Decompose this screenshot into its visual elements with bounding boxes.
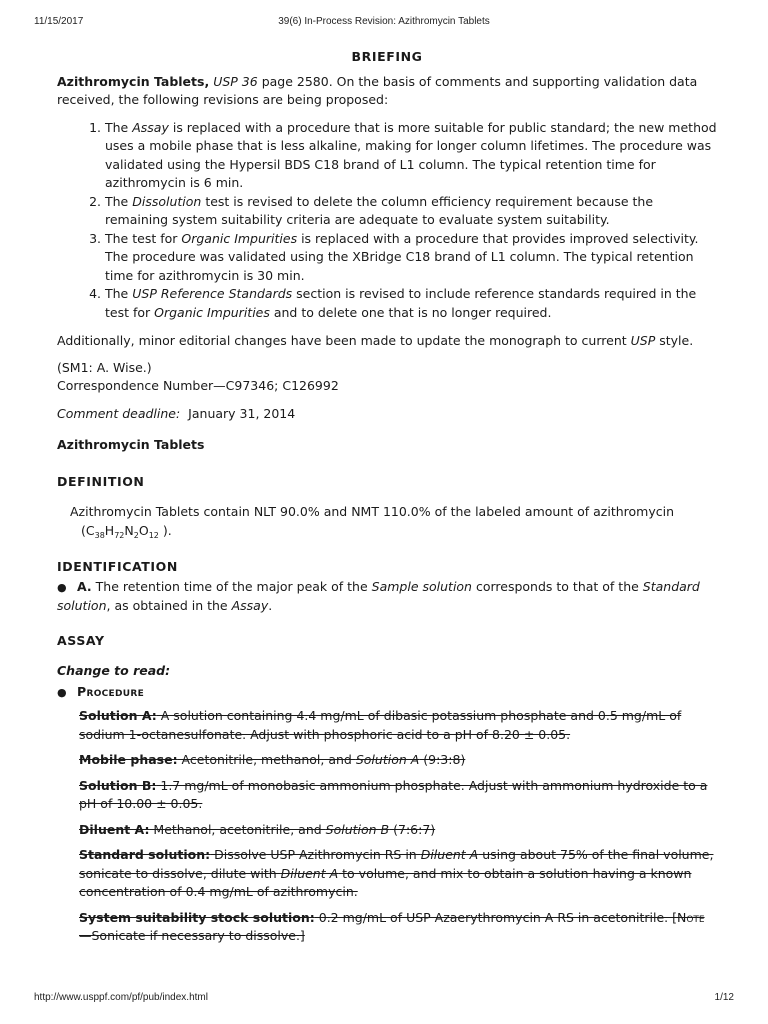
document-body: [57, 48, 717, 953]
item-text: (7:6:7): [389, 821, 436, 837]
note-text: Additionally, minor editorial changes have been made to update the monograph to current: [57, 333, 631, 348]
molecular-formula: [70, 523, 172, 538]
item-text: 1.7 mg/mL of monobasic ammonium phosphate. Adjust with ammonium hydroxide to a pH of 10.00 ± 0.05.: [79, 777, 708, 811]
header-title: 39(6) In-Process Revision: Azithromycin Tablets: [278, 16, 490, 27]
item-label: Diluent A:: [79, 821, 150, 837]
item-term: Diluent A: [420, 847, 479, 862]
item-text: and to delete one that is no longer required.: [269, 304, 552, 320]
assay-heading: ASSAY: [57, 632, 105, 648]
item-term: Dissolution: [132, 193, 202, 209]
change-to-read: Change to read:: [57, 663, 171, 678]
item-text: Methanol, acetonitrile, and: [149, 821, 326, 837]
diluent-a: [57, 821, 717, 840]
note-text: style.: [655, 333, 694, 348]
deadline-label: Comment deadline:: [57, 405, 181, 421]
definition-heading: DEFINITION: [57, 473, 145, 489]
item-text: The test for: [105, 230, 182, 246]
ident-term: Sample solution: [371, 578, 472, 594]
correspondence-number: Correspondence Number—C97346; C126992: [57, 378, 339, 393]
note-term: USP: [630, 333, 656, 348]
definition-body: Azithromycin Tablets contain NLT 90.0% and NMT 110.0% of the labeled amount of azithromycin: [70, 504, 675, 519]
item-label: Solution A:: [79, 708, 157, 723]
formula-sub: 72: [114, 530, 125, 540]
item-text: is replaced with a procedure that provides improved selectivity. The procedure was validated using the XBridge C18 brand of L1 column. The typical retention time for azithromycin is 30 min.: [105, 230, 699, 283]
item-term: Solution A: [355, 752, 420, 767]
sm-note: (SM1: A. Wise.): [57, 359, 152, 375]
item-text: The: [105, 193, 133, 209]
formula-part: H: [104, 522, 115, 538]
item-text: —Sonicate if necessary to dissolve.]: [79, 928, 305, 943]
standard-solution: [57, 846, 717, 902]
item-term: Diluent A: [280, 865, 339, 881]
briefing-intro: [57, 73, 717, 110]
item-text: Dissolve USP Azithromycin RS in: [210, 847, 421, 862]
intro-usp: USP 36: [213, 73, 258, 89]
procedure-label: Procedure: [77, 683, 145, 699]
revision-item: [105, 230, 717, 286]
item-text: is replaced with a procedure that is more suitable for public standard; the new method uses a mobile phase that is less alkaline, making for longer column lifetimes. The procedure was validated using the Hypersil BDS C18 brand of L1 column. The typical retention time for azithromycin is 6 min.: [105, 119, 717, 190]
item-text: A solution containing 4.4 mg/mL of dibasic potassium phosphate and 0.5 mg/mL of sodium 1-octanesulfonate. Adjust with phosphoric acid to a pH of 8.20 ± 0.05.: [79, 708, 682, 742]
item-text: The: [105, 119, 133, 135]
formula-part: O: [138, 522, 149, 538]
solution-b: [57, 777, 717, 814]
identification-text: [57, 578, 717, 616]
additional-note: [57, 332, 717, 351]
ident-text: The retention time of the major peak of the: [91, 578, 372, 594]
item-note: Note: [676, 909, 705, 925]
formula-sub: 38: [94, 530, 105, 540]
mobile-phase: [57, 751, 717, 770]
item-term: Organic Impurities: [181, 230, 298, 246]
item-label: System suitability stock solution:: [79, 909, 315, 925]
identification-heading: IDENTIFICATION: [57, 559, 178, 574]
ident-term: Standard solution: [57, 578, 700, 613]
item-term: Assay: [132, 119, 169, 135]
solution-a: [57, 707, 717, 744]
item-text: 0.2 mg/mL of USP Azaerythromycin A RS in acetonitrile. [: [314, 909, 677, 925]
formula-part: (C: [81, 522, 95, 538]
item-term: Solution B: [325, 821, 390, 837]
item-label: Mobile phase:: [79, 752, 178, 767]
ident-letter: A.: [77, 578, 92, 594]
formula-sub: 12: [148, 530, 159, 540]
formula-part: N: [124, 522, 134, 538]
monograph-title: Azithromycin Tablets: [57, 437, 205, 452]
item-text: using about 75% of the final volume, sonicate to dissolve, dilute with: [79, 847, 714, 881]
footer-page: 1/12: [714, 992, 734, 1003]
item-term: USP Reference Standards: [132, 286, 293, 301]
item-label: Solution B:: [79, 777, 157, 793]
revision-item: [105, 285, 717, 322]
intro-product: Azithromycin Tablets,: [57, 73, 210, 89]
item-term: Organic Impurities: [154, 304, 270, 320]
ident-text: , as obtained in the: [106, 598, 232, 613]
header-date: 11/15/2017: [34, 16, 84, 27]
footer-url: http://www.usppf.com/pf/pub/index.html: [34, 992, 208, 1003]
item-text: to volume, and mix to obtain a solution having a known concentration of 0.4 mg/mL of azithromycin.: [79, 865, 692, 899]
item-text: section is revised to include reference standards required in the test for: [105, 286, 697, 320]
formula-part: ).: [158, 522, 172, 538]
ident-text: corresponds to that of the: [471, 578, 643, 594]
revision-item: [105, 119, 717, 193]
item-text: Acetonitrile, methanol, and: [177, 752, 356, 767]
procedure-heading: [57, 683, 717, 703]
comment-deadline: [57, 405, 717, 424]
ident-text: .: [268, 598, 273, 613]
ident-term: Assay: [231, 598, 269, 613]
intro-text: page 2580. On the basis of comments and supporting validation data received, the following revisions are being proposed:: [57, 73, 698, 107]
formula-sub: 2: [133, 530, 139, 540]
system-suitability-stock: [57, 909, 717, 946]
definition-text: [57, 503, 717, 540]
item-text: The: [105, 286, 133, 301]
revision-list: [57, 119, 717, 323]
item-text: test is revised to delete the column efficiency requirement because the remaining system suitability criteria are adequate to evaluate system suitability.: [105, 193, 654, 227]
item-text: (9:3:8): [419, 752, 466, 767]
bullet-icon: ●: [57, 580, 67, 594]
bullet-icon: ●: [57, 685, 67, 699]
briefing-heading: BRIEFING: [351, 49, 423, 64]
revision-item: [105, 193, 717, 230]
item-label: Standard solution:: [79, 847, 211, 862]
deadline-value: January 31, 2014: [188, 405, 296, 421]
